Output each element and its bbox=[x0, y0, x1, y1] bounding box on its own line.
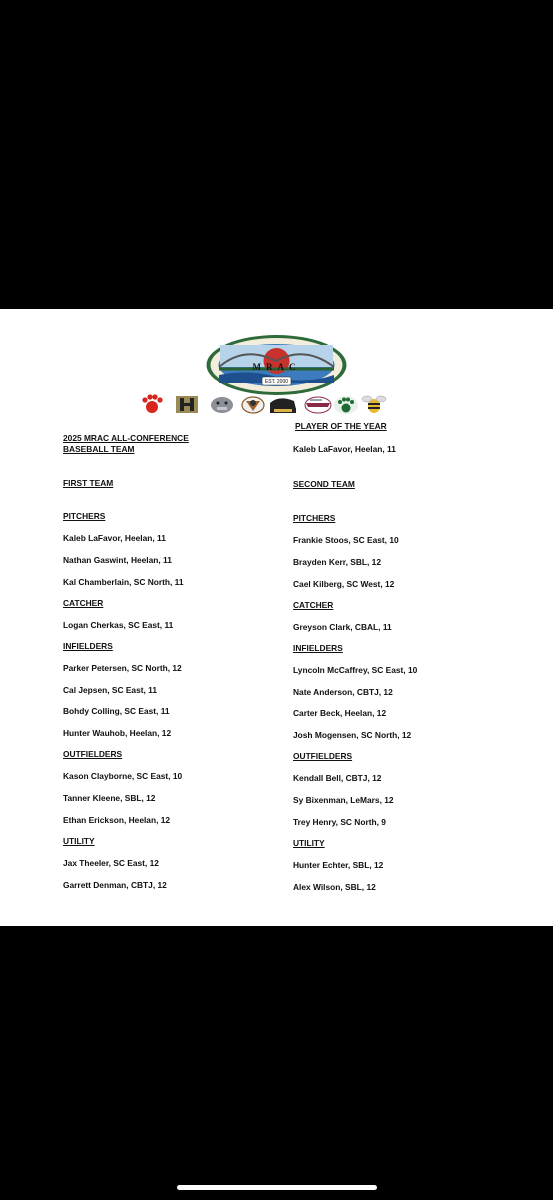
list-item: Hunter Wauhob, Heelan, 12 bbox=[63, 728, 172, 738]
list-item: Kal Chamberlain, SC North, 11 bbox=[63, 577, 184, 587]
document-title-line-2: BASEBALL TEAM bbox=[63, 444, 135, 454]
logo-est-text: EST. 2000 bbox=[264, 379, 289, 385]
first-team-heading: FIRST TEAM bbox=[63, 478, 114, 488]
first-pitchers-heading: PITCHERS bbox=[63, 511, 106, 521]
list-item: Logan Cherkas, SC East, 11 bbox=[63, 620, 174, 630]
list-item: Jax Theeler, SC East, 12 bbox=[63, 858, 159, 868]
home-indicator[interactable] bbox=[177, 1185, 377, 1190]
list-item: Nate Anderson, CBTJ, 12 bbox=[293, 687, 393, 697]
list-item: Bohdy Colling, SC East, 11 bbox=[63, 706, 170, 716]
list-item: Lyncoln McCaffrey, SC East, 10 bbox=[293, 665, 418, 675]
list-item: Brayden Kerr, SBL, 12 bbox=[293, 557, 381, 567]
second-pitchers-heading: PITCHERS bbox=[293, 513, 336, 523]
first-infielders-heading: INFIELDERS bbox=[63, 641, 113, 651]
green-paw-icon bbox=[334, 396, 358, 414]
second-utility-heading: UTILITY bbox=[293, 838, 325, 848]
list-item: Cael Kilberg, SC West, 12 bbox=[293, 579, 395, 589]
mrac-logo bbox=[205, 333, 348, 397]
roster-document bbox=[0, 309, 553, 926]
knights-icon bbox=[305, 397, 331, 413]
first-outfielders-heading: OUTFIELDERS bbox=[63, 749, 123, 759]
list-item: Parker Petersen, SC North, 12 bbox=[63, 663, 182, 673]
second-outfielders-heading: OUTFIELDERS bbox=[293, 751, 353, 761]
heelan-h-icon bbox=[176, 396, 198, 413]
list-item: Carter Beck, Heelan, 12 bbox=[293, 708, 387, 718]
list-item: Nathan Gaswint, Heelan, 11 bbox=[63, 555, 172, 565]
logo-mrac-text: MRAC bbox=[252, 362, 301, 372]
school-logos-row bbox=[134, 393, 419, 415]
list-item: Ethan Erickson, Heelan, 12 bbox=[63, 815, 171, 825]
first-catcher-heading: CATCHER bbox=[63, 598, 104, 608]
paw-icon bbox=[142, 394, 162, 413]
list-item: Kendall Bell, CBTJ, 12 bbox=[293, 773, 382, 783]
second-team-heading: SECOND TEAM bbox=[293, 479, 355, 489]
list-item: Garrett Denman, CBTJ, 12 bbox=[63, 880, 167, 890]
poy-name: Kaleb LaFavor, Heelan, 11 bbox=[293, 444, 396, 454]
second-catcher-heading: CATCHER bbox=[293, 600, 334, 610]
list-item: Tanner Kleene, SBL, 12 bbox=[63, 793, 156, 803]
list-item: Greyson Clark, CBAL, 11 bbox=[293, 622, 392, 632]
list-item: Kaleb LaFavor, Heelan, 11 bbox=[63, 533, 166, 543]
first-utility-heading: UTILITY bbox=[63, 836, 95, 846]
list-item: Trey Henry, SC North, 9 bbox=[293, 817, 386, 827]
list-item: Cal Jepsen, SC East, 11 bbox=[63, 685, 158, 695]
list-item: Sy Bixenman, LeMars, 12 bbox=[293, 795, 394, 805]
list-item: Josh Mogensen, SC North, 12 bbox=[293, 730, 412, 740]
document-title-line-1: 2025 MRAC ALL-CONFERENCE bbox=[63, 433, 189, 443]
panthers-icon bbox=[270, 398, 296, 413]
list-item: Alex Wilson, SBL, 12 bbox=[293, 882, 376, 892]
list-item: Hunter Echter, SBL, 12 bbox=[293, 860, 384, 870]
list-item: Kason Clayborne, SC East, 10 bbox=[63, 771, 183, 781]
poy-heading: PLAYER OF THE YEAR bbox=[295, 421, 387, 431]
list-item: Frankie Stoos, SC East, 10 bbox=[293, 535, 399, 545]
warrior-icon bbox=[242, 397, 264, 413]
hornet-icon bbox=[362, 396, 386, 413]
bulldog-icon bbox=[211, 397, 233, 413]
second-infielders-heading: INFIELDERS bbox=[293, 643, 343, 653]
